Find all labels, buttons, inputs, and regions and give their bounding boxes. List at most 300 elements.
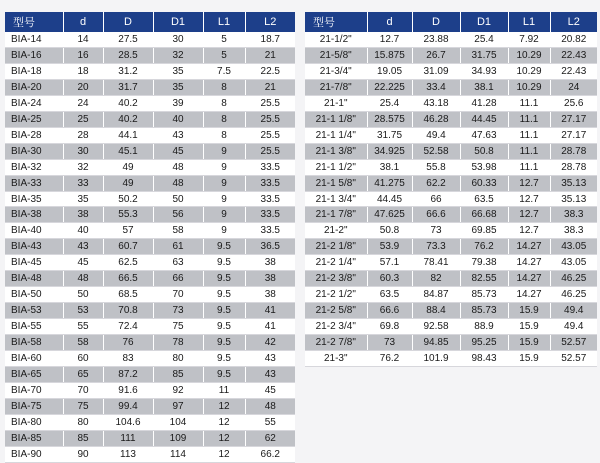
cell-outer-d: 50.2 [103, 191, 153, 207]
cell-l1: 9 [203, 143, 245, 159]
cell-d1: 70 [153, 287, 203, 303]
table-row [305, 191, 597, 207]
cell-d1: 44.45 [460, 111, 508, 127]
cell-l1: 5 [203, 32, 245, 47]
header-outer-d: D [103, 12, 153, 32]
header-d: d [367, 12, 412, 32]
cell-outer-d: 49 [103, 159, 153, 175]
cell-model: BIA-43 [5, 239, 63, 255]
cell-d1: 79.38 [460, 255, 508, 271]
cell-l1: 9.5 [203, 239, 245, 255]
table-row [5, 367, 295, 383]
cell-d: 85 [63, 430, 103, 446]
cell-l2: 21 [245, 79, 295, 95]
cell-model: BIA-28 [5, 127, 63, 143]
cell-l2: 21 [245, 47, 295, 63]
cell-d: 44.45 [367, 191, 412, 207]
cell-d1: 98.43 [460, 351, 508, 367]
header-d1: D1 [460, 12, 508, 32]
cell-l1: 15.9 [508, 335, 550, 351]
cell-l2: 25.5 [245, 127, 295, 143]
cell-l1: 10.29 [508, 63, 550, 79]
cell-l1: 8 [203, 79, 245, 95]
cell-outer-d: 62.2 [412, 175, 460, 191]
cell-l1: 8 [203, 111, 245, 127]
cell-l2: 52.57 [550, 351, 597, 367]
cell-outer-d: 55.8 [412, 159, 460, 175]
cell-d: 38.1 [367, 159, 412, 175]
cell-d1: 109 [153, 430, 203, 446]
cell-d1: 82.55 [460, 271, 508, 287]
cell-d1: 60.33 [460, 175, 508, 191]
cell-l2: 22.5 [245, 63, 295, 79]
cell-d1: 78 [153, 335, 203, 351]
cell-d1: 73 [153, 303, 203, 319]
cell-d: 70 [63, 382, 103, 398]
table-row [305, 319, 597, 335]
cell-l2: 52.57 [550, 335, 597, 351]
cell-l1: 11.1 [508, 143, 550, 159]
cell-outer-d: 43.18 [412, 95, 460, 111]
cell-d: 65 [63, 367, 103, 383]
table-row [5, 143, 295, 159]
cell-outer-d: 33.4 [412, 79, 460, 95]
cell-l1: 12 [203, 430, 245, 446]
cell-model: BIA-14 [5, 32, 63, 47]
cell-d1: 76.2 [460, 239, 508, 255]
cell-model: BIA-20 [5, 79, 63, 95]
table-row [305, 335, 597, 351]
cell-outer-d: 92.58 [412, 319, 460, 335]
cell-l2: 45 [245, 382, 295, 398]
cell-outer-d: 31.2 [103, 63, 153, 79]
table-row [5, 303, 295, 319]
cell-l1: 14.27 [508, 255, 550, 271]
cell-outer-d: 104.6 [103, 414, 153, 430]
cell-d: 57.1 [367, 255, 412, 271]
cell-d1: 53.98 [460, 159, 508, 175]
cell-l1: 9.5 [203, 287, 245, 303]
cell-model: 21-1" [305, 95, 367, 111]
cell-model: 21-2 3/4" [305, 319, 367, 335]
cell-l2: 25.6 [550, 95, 597, 111]
cell-d: 69.8 [367, 319, 412, 335]
cell-model: 21-1 1/2" [305, 159, 367, 175]
cell-model: BIA-24 [5, 95, 63, 111]
table-row [305, 127, 597, 143]
cell-l2: 22.43 [550, 63, 597, 79]
cell-d: 41.275 [367, 175, 412, 191]
cell-l1: 9.5 [203, 367, 245, 383]
header-model: 型号 [5, 12, 63, 32]
cell-l1: 9 [203, 223, 245, 239]
cell-d: 60.3 [367, 271, 412, 287]
cell-d1: 45 [153, 143, 203, 159]
cell-outer-d: 23.88 [412, 32, 460, 47]
cell-model: BIA-16 [5, 47, 63, 63]
table-row [5, 175, 295, 191]
table-row [5, 32, 295, 47]
cell-outer-d: 49 [103, 175, 153, 191]
cell-d: 80 [63, 414, 103, 430]
cell-d1: 97 [153, 398, 203, 414]
inch-series-table [305, 12, 597, 367]
cell-outer-d: 40.2 [103, 111, 153, 127]
header-l2: L2 [550, 12, 597, 32]
table-row [305, 271, 597, 287]
cell-outer-d: 78.41 [412, 255, 460, 271]
cell-l1: 8 [203, 95, 245, 111]
cell-model: BIA-48 [5, 271, 63, 287]
cell-outer-d: 66 [412, 191, 460, 207]
cell-model: BIA-18 [5, 63, 63, 79]
cell-d1: 92 [153, 382, 203, 398]
cell-d1: 43 [153, 127, 203, 143]
cell-l2: 55 [245, 414, 295, 430]
cell-model: BIA-85 [5, 430, 63, 446]
cell-d: 24 [63, 95, 103, 111]
cell-outer-d: 99.4 [103, 398, 153, 414]
table-row [5, 95, 295, 111]
cell-d1: 85.73 [460, 287, 508, 303]
cell-l2: 38.3 [550, 223, 597, 239]
cell-model: 21-1 1/8" [305, 111, 367, 127]
cell-l2: 49.4 [550, 303, 597, 319]
cell-model: BIA-40 [5, 223, 63, 239]
cell-d: 15.875 [367, 47, 412, 63]
cell-l1: 7.5 [203, 63, 245, 79]
cell-l2: 27.17 [550, 111, 597, 127]
cell-d: 55 [63, 319, 103, 335]
cell-l2: 38 [245, 271, 295, 287]
cell-d1: 31.75 [460, 47, 508, 63]
cell-l1: 11.1 [508, 111, 550, 127]
cell-l1: 15.9 [508, 351, 550, 367]
cell-model: BIA-53 [5, 303, 63, 319]
cell-l1: 9.5 [203, 255, 245, 271]
cell-d1: 88.9 [460, 319, 508, 335]
cell-model: BIA-80 [5, 414, 63, 430]
cell-d: 60 [63, 351, 103, 367]
cell-d: 28 [63, 127, 103, 143]
cell-d1: 66.68 [460, 207, 508, 223]
header-model: 型号 [305, 12, 367, 32]
cell-outer-d: 31.7 [103, 79, 153, 95]
cell-d: 33 [63, 175, 103, 191]
cell-d1: 75 [153, 319, 203, 335]
cell-outer-d: 66.5 [103, 271, 153, 287]
table-body [5, 32, 295, 462]
table-row [305, 95, 597, 111]
cell-l1: 7.92 [508, 32, 550, 47]
cell-d: 50 [63, 287, 103, 303]
cell-l2: 48 [245, 398, 295, 414]
cell-model: 21-7/8" [305, 79, 367, 95]
cell-outer-d: 70.8 [103, 303, 153, 319]
table-row [305, 111, 597, 127]
cell-d: 66.6 [367, 303, 412, 319]
cell-l2: 46.25 [550, 287, 597, 303]
cell-model: 21-2 5/8" [305, 303, 367, 319]
table-row [305, 79, 597, 95]
cell-model: BIA-70 [5, 382, 63, 398]
cell-d1: 35 [153, 79, 203, 95]
cell-l1: 11 [203, 382, 245, 398]
table-row [305, 175, 597, 191]
cell-outer-d: 52.58 [412, 143, 460, 159]
table-row [305, 32, 597, 47]
table-body [305, 32, 597, 367]
cell-outer-d: 68.5 [103, 287, 153, 303]
cell-l2: 28.78 [550, 159, 597, 175]
cell-model: 21-1 7/8" [305, 207, 367, 223]
table-row [5, 398, 295, 414]
cell-model: 21-2" [305, 223, 367, 239]
cell-d: 58 [63, 335, 103, 351]
cell-d1: 48 [153, 159, 203, 175]
table-row [5, 63, 295, 79]
cell-d: 25 [63, 111, 103, 127]
cell-d1: 61 [153, 239, 203, 255]
table-row [5, 382, 295, 398]
cell-outer-d: 84.87 [412, 287, 460, 303]
cell-outer-d: 46.28 [412, 111, 460, 127]
cell-d: 45 [63, 255, 103, 271]
cell-outer-d: 76 [103, 335, 153, 351]
table-row [305, 351, 597, 367]
bia-series-table [5, 12, 295, 463]
table-row [5, 223, 295, 239]
cell-l2: 46.25 [550, 271, 597, 287]
table-header-row [5, 12, 295, 32]
table-row [5, 271, 295, 287]
cell-l1: 9.5 [203, 271, 245, 287]
cell-l2: 38 [245, 255, 295, 271]
cell-d: 18 [63, 63, 103, 79]
cell-outer-d: 31.09 [412, 63, 460, 79]
cell-l2: 25.5 [245, 111, 295, 127]
cell-l2: 66.2 [245, 446, 295, 462]
cell-d1: 32 [153, 47, 203, 63]
cell-l2: 43.05 [550, 239, 597, 255]
cell-model: 21-1 3/8" [305, 143, 367, 159]
header-d1: D1 [153, 12, 203, 32]
cell-l1: 9.5 [203, 351, 245, 367]
cell-l2: 18.7 [245, 32, 295, 47]
table-row [5, 335, 295, 351]
table-row [5, 79, 295, 95]
cell-outer-d: 94.85 [412, 335, 460, 351]
cell-d: 76.2 [367, 351, 412, 367]
cell-l1: 11.1 [508, 159, 550, 175]
cell-d1: 63 [153, 255, 203, 271]
cell-l2: 25.5 [245, 95, 295, 111]
cell-l2: 38 [245, 287, 295, 303]
cell-outer-d: 113 [103, 446, 153, 462]
cell-d: 75 [63, 398, 103, 414]
cell-l2: 43.05 [550, 255, 597, 271]
cell-model: 21-2 7/8" [305, 335, 367, 351]
cell-l2: 41 [245, 303, 295, 319]
cell-l2: 33.5 [245, 223, 295, 239]
cell-model: BIA-65 [5, 367, 63, 383]
cell-l2: 42 [245, 335, 295, 351]
cell-d1: 25.4 [460, 32, 508, 47]
cell-outer-d: 73 [412, 223, 460, 239]
cell-outer-d: 49.4 [412, 127, 460, 143]
cell-outer-d: 83 [103, 351, 153, 367]
cell-l2: 62 [245, 430, 295, 446]
cell-l1: 12.7 [508, 175, 550, 191]
cell-d: 40 [63, 223, 103, 239]
cell-outer-d: 66.6 [412, 207, 460, 223]
cell-l1: 10.29 [508, 47, 550, 63]
cell-d: 30 [63, 143, 103, 159]
cell-outer-d: 101.9 [412, 351, 460, 367]
cell-d: 12.7 [367, 32, 412, 47]
cell-outer-d: 87.2 [103, 367, 153, 383]
cell-l2: 43 [245, 351, 295, 367]
cell-d: 16 [63, 47, 103, 63]
table-row [305, 223, 597, 239]
cell-d1: 85 [153, 367, 203, 383]
cell-outer-d: 57 [103, 223, 153, 239]
header-d: d [63, 12, 103, 32]
cell-l1: 5 [203, 47, 245, 63]
cell-l1: 15.9 [508, 303, 550, 319]
cell-d: 53 [63, 303, 103, 319]
header-outer-d: D [412, 12, 460, 32]
cell-outer-d: 28.5 [103, 47, 153, 63]
cell-d: 14 [63, 32, 103, 47]
cell-l1: 14.27 [508, 287, 550, 303]
cell-outer-d: 60.7 [103, 239, 153, 255]
cell-model: 21-2 1/2" [305, 287, 367, 303]
cell-d: 47.625 [367, 207, 412, 223]
table-row [5, 446, 295, 462]
cell-model: BIA-58 [5, 335, 63, 351]
table-row [5, 47, 295, 63]
table-row [305, 63, 597, 79]
cell-model: 21-1 5/8" [305, 175, 367, 191]
table-row [305, 159, 597, 175]
header-l1: L1 [508, 12, 550, 32]
table-row [5, 127, 295, 143]
cell-d1: 38.1 [460, 79, 508, 95]
table-row [5, 239, 295, 255]
cell-d1: 58 [153, 223, 203, 239]
cell-d: 43 [63, 239, 103, 255]
cell-d1: 104 [153, 414, 203, 430]
cell-model: 21-2 1/4" [305, 255, 367, 271]
cell-outer-d: 44.1 [103, 127, 153, 143]
table-row [305, 287, 597, 303]
table-row [5, 414, 295, 430]
cell-d: 31.75 [367, 127, 412, 143]
cell-d1: 63.5 [460, 191, 508, 207]
cell-d1: 40 [153, 111, 203, 127]
cell-l1: 11.1 [508, 127, 550, 143]
cell-l1: 9.5 [203, 303, 245, 319]
cell-l1: 9 [203, 175, 245, 191]
table-row [305, 303, 597, 319]
cell-outer-d: 27.5 [103, 32, 153, 47]
cell-d: 73 [367, 335, 412, 351]
cell-outer-d: 91.6 [103, 382, 153, 398]
cell-d: 90 [63, 446, 103, 462]
cell-model: BIA-25 [5, 111, 63, 127]
cell-l1: 10.29 [508, 79, 550, 95]
cell-d: 38 [63, 207, 103, 223]
cell-l1: 14.27 [508, 239, 550, 255]
cell-model: 21-3/4" [305, 63, 367, 79]
cell-d: 48 [63, 271, 103, 287]
table-row [305, 143, 597, 159]
table-row [305, 47, 597, 63]
cell-l2: 20.82 [550, 32, 597, 47]
cell-model: 21-1 3/4" [305, 191, 367, 207]
cell-l1: 9 [203, 207, 245, 223]
table-row [5, 287, 295, 303]
cell-d1: 56 [153, 207, 203, 223]
cell-l1: 12 [203, 398, 245, 414]
cell-l1: 9 [203, 191, 245, 207]
table-row [5, 111, 295, 127]
cell-model: 21-3" [305, 351, 367, 367]
cell-d1: 47.63 [460, 127, 508, 143]
cell-l2: 27.17 [550, 127, 597, 143]
table-row [305, 207, 597, 223]
table-row [305, 255, 597, 271]
cell-model: BIA-38 [5, 207, 63, 223]
cell-d: 50.8 [367, 223, 412, 239]
cell-d1: 50 [153, 191, 203, 207]
cell-l1: 12.7 [508, 207, 550, 223]
cell-l1: 12.7 [508, 191, 550, 207]
cell-d: 35 [63, 191, 103, 207]
cell-l2: 25.5 [245, 143, 295, 159]
cell-d1: 95.25 [460, 335, 508, 351]
table-row [5, 159, 295, 175]
cell-l1: 8 [203, 127, 245, 143]
cell-l1: 14.27 [508, 271, 550, 287]
cell-model: BIA-33 [5, 175, 63, 191]
cell-outer-d: 62.5 [103, 255, 153, 271]
cell-d: 53.9 [367, 239, 412, 255]
cell-d1: 48 [153, 175, 203, 191]
table-header-row [305, 12, 597, 32]
cell-l1: 15.9 [508, 319, 550, 335]
cell-outer-d: 26.7 [412, 47, 460, 63]
cell-d: 19.05 [367, 63, 412, 79]
cell-model: BIA-30 [5, 143, 63, 159]
cell-outer-d: 45.1 [103, 143, 153, 159]
header-l2: L2 [245, 12, 295, 32]
cell-d1: 114 [153, 446, 203, 462]
cell-d1: 35 [153, 63, 203, 79]
cell-d1: 69.85 [460, 223, 508, 239]
cell-d1: 39 [153, 95, 203, 111]
cell-outer-d: 72.4 [103, 319, 153, 335]
cell-l2: 35.13 [550, 175, 597, 191]
cell-model: BIA-50 [5, 287, 63, 303]
table-row [5, 255, 295, 271]
cell-model: 21-2 1/8" [305, 239, 367, 255]
cell-l2: 24 [550, 79, 597, 95]
cell-outer-d: 55.3 [103, 207, 153, 223]
cell-d: 34.925 [367, 143, 412, 159]
cell-d1: 34.93 [460, 63, 508, 79]
